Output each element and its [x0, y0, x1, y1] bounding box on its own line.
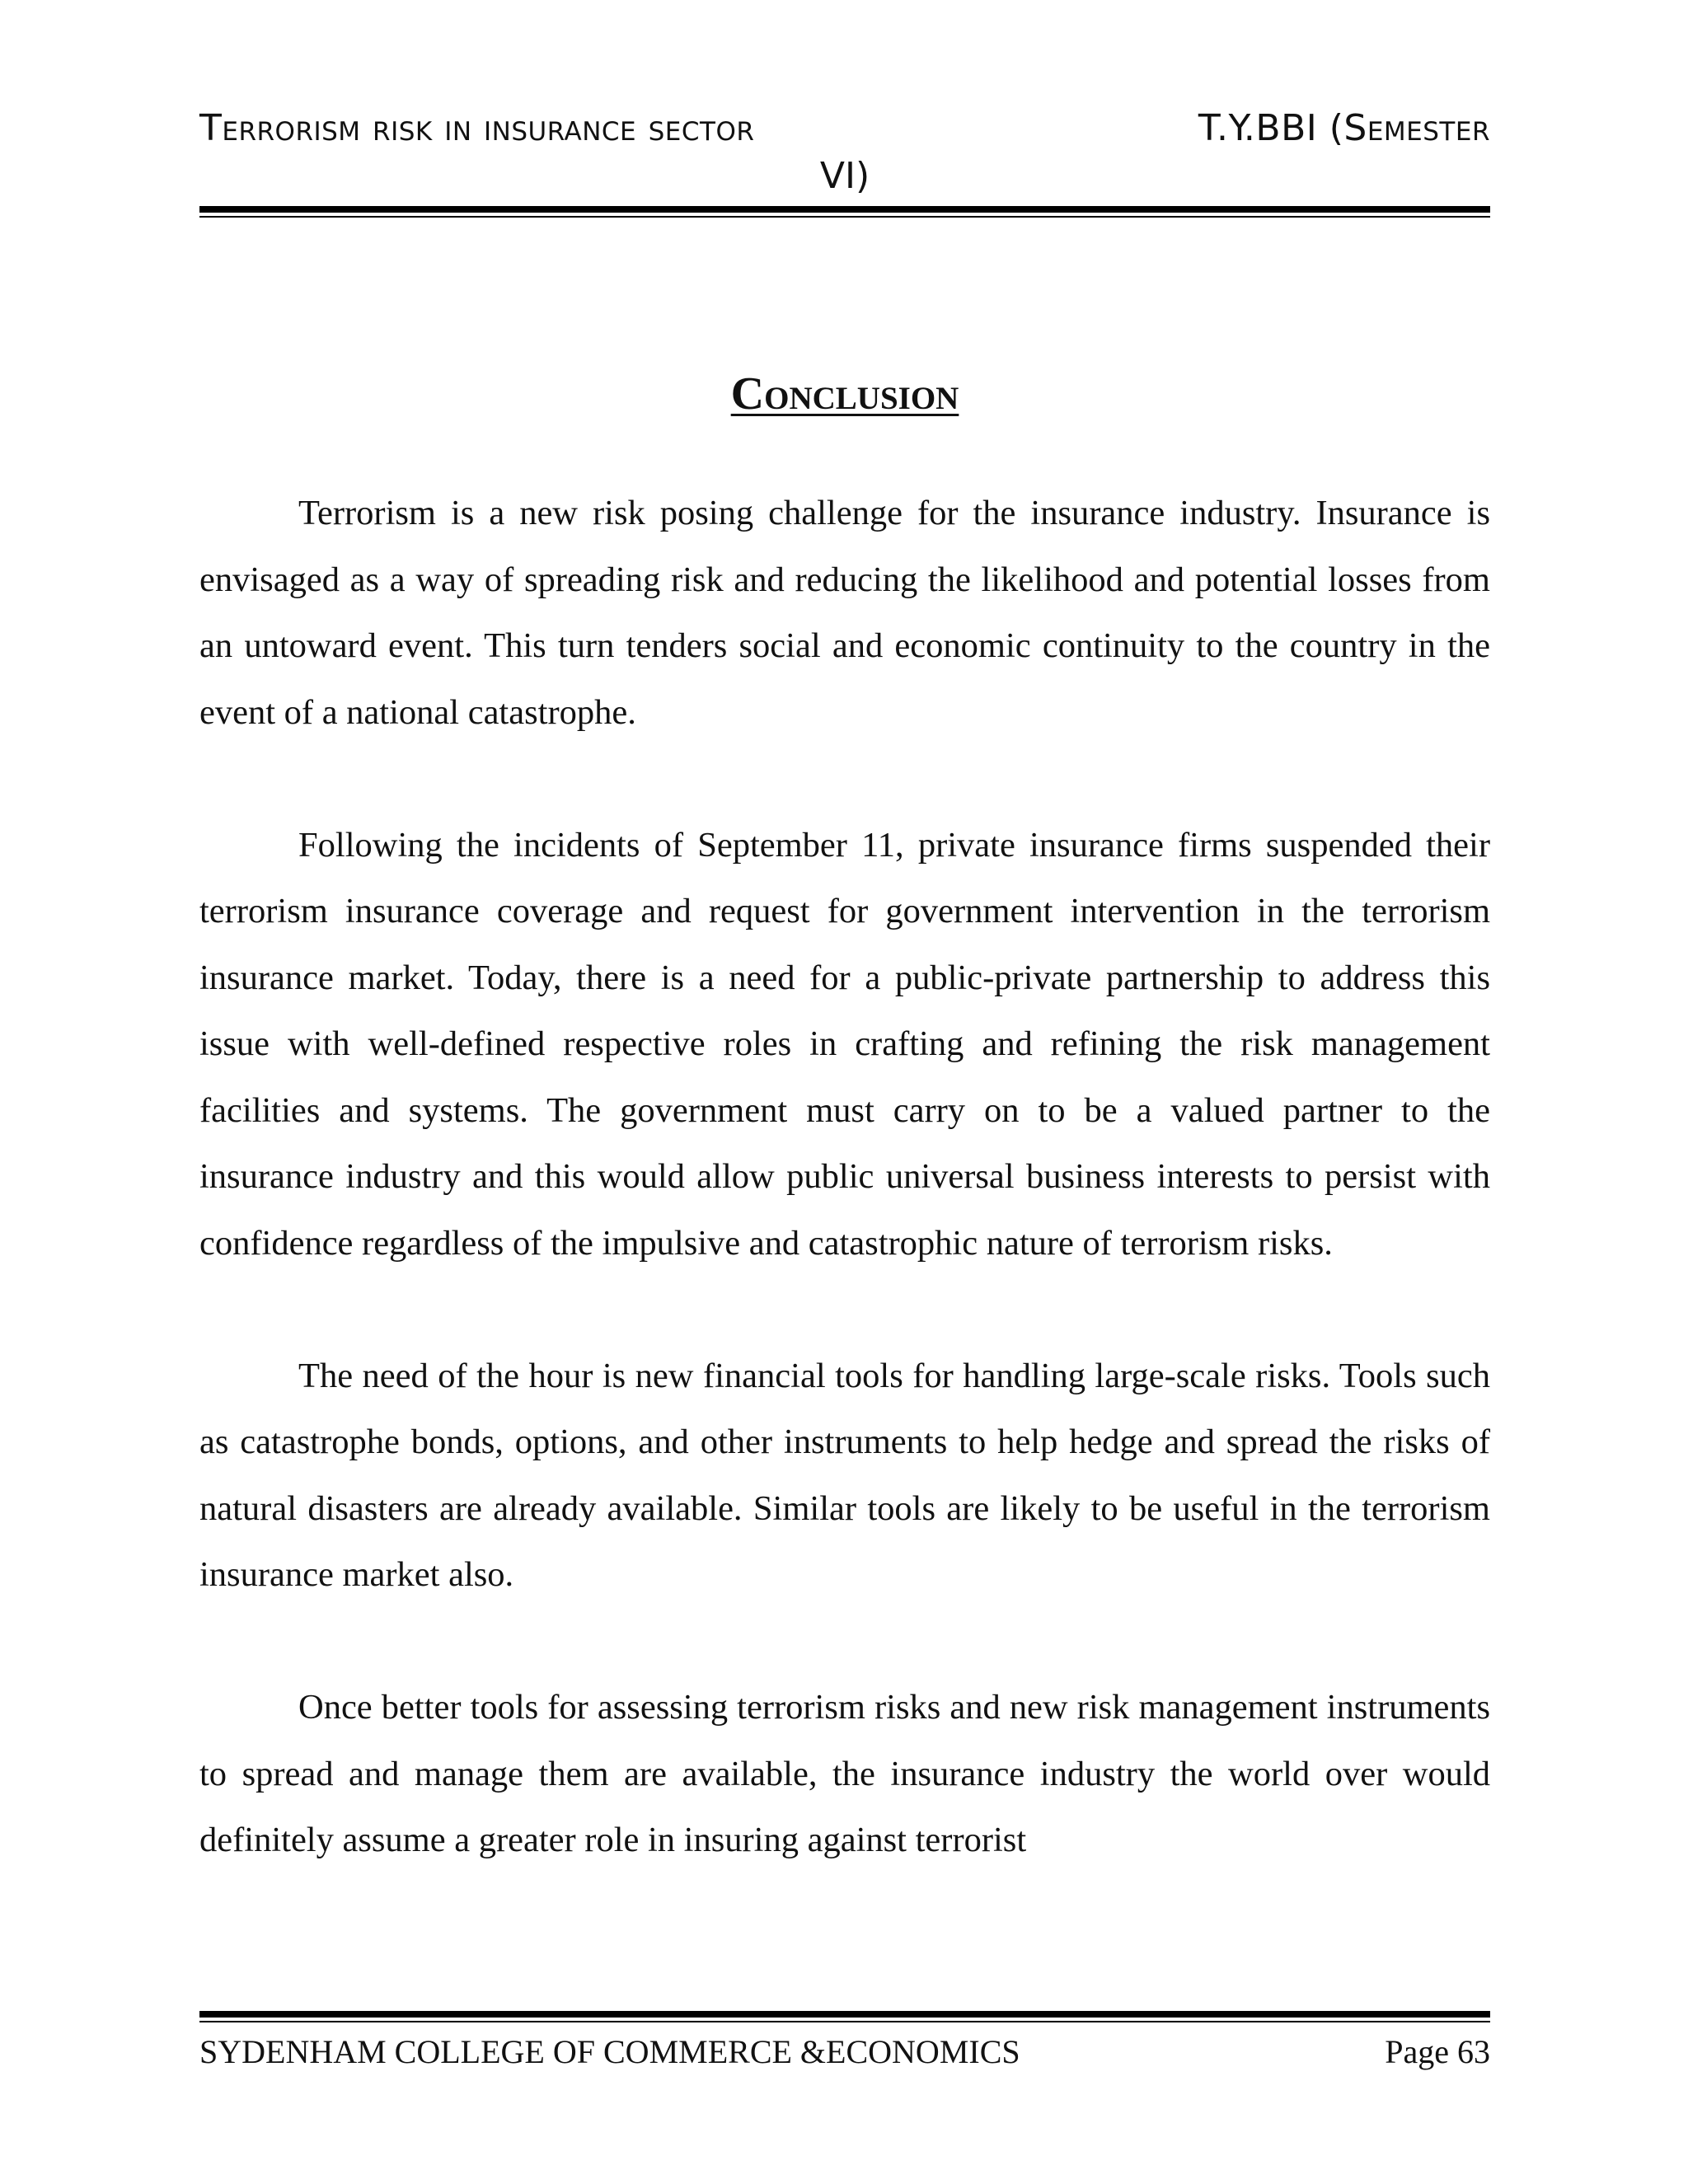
body-text: [199, 480, 1490, 1940]
footer-college: SYDENHAM COLLEGE OF COMMERCE &ECONOMICS: [199, 2033, 1020, 2070]
header-rule-thin: [199, 216, 1490, 218]
page-header: [199, 107, 1490, 197]
footer-rule-thick: [199, 2011, 1490, 2018]
paragraph-3: The need of the hour is new financial tools for handling large-scale risks. Tools such as catastrophe bonds, options, and other instruments to help hedge and spread the risks of natural disasters are already available. Similar tools are likely to be useful in the terrorism insurance market also.: [199, 1356, 1490, 1594]
paragraph-2: Following the incidents of September 11, private insurance firms suspended their terrorism insurance coverage and request for government intervention in the terrorism insurance market. Today, there is a need for a public-private partnership to address this issue with well-defined respective roles in crafting and refining the risk management facilities and systems. The government must carry on to be a valued partner to the insurance industry and this would allow public universal business interests to persist with confidence regardless of the impulsive and catastrophic nature of terrorism risks.: [199, 825, 1490, 1263]
page-number: Page 63: [1385, 2033, 1490, 2070]
section-title: Conclusion: [730, 368, 959, 419]
header-course: T.Y.BBI (Semester: [1198, 107, 1490, 149]
header-rule-thick: [199, 206, 1490, 213]
paragraph-1: Terrorism is a new risk posing challenge for the insurance industry. Insurance is envisaged as a way of spreading risk and reducing the likelihood and potential losses from an untoward event. This turn tenders social and economic continuity to the country in the event of a national catastrophe.: [199, 494, 1490, 732]
paragraph-4: Once better tools for assessing terrorism risks and new risk management instruments to spread and manage them are available, the insurance industry the world over would definitely assume a greater role in insuring against terrorist: [199, 1688, 1490, 1859]
footer-rule-thin: [199, 2021, 1490, 2022]
header-course-continued: VI): [819, 155, 870, 197]
header-title: Terrorism risk in insurance sector: [199, 107, 755, 149]
page-footer: [199, 2032, 1490, 2082]
